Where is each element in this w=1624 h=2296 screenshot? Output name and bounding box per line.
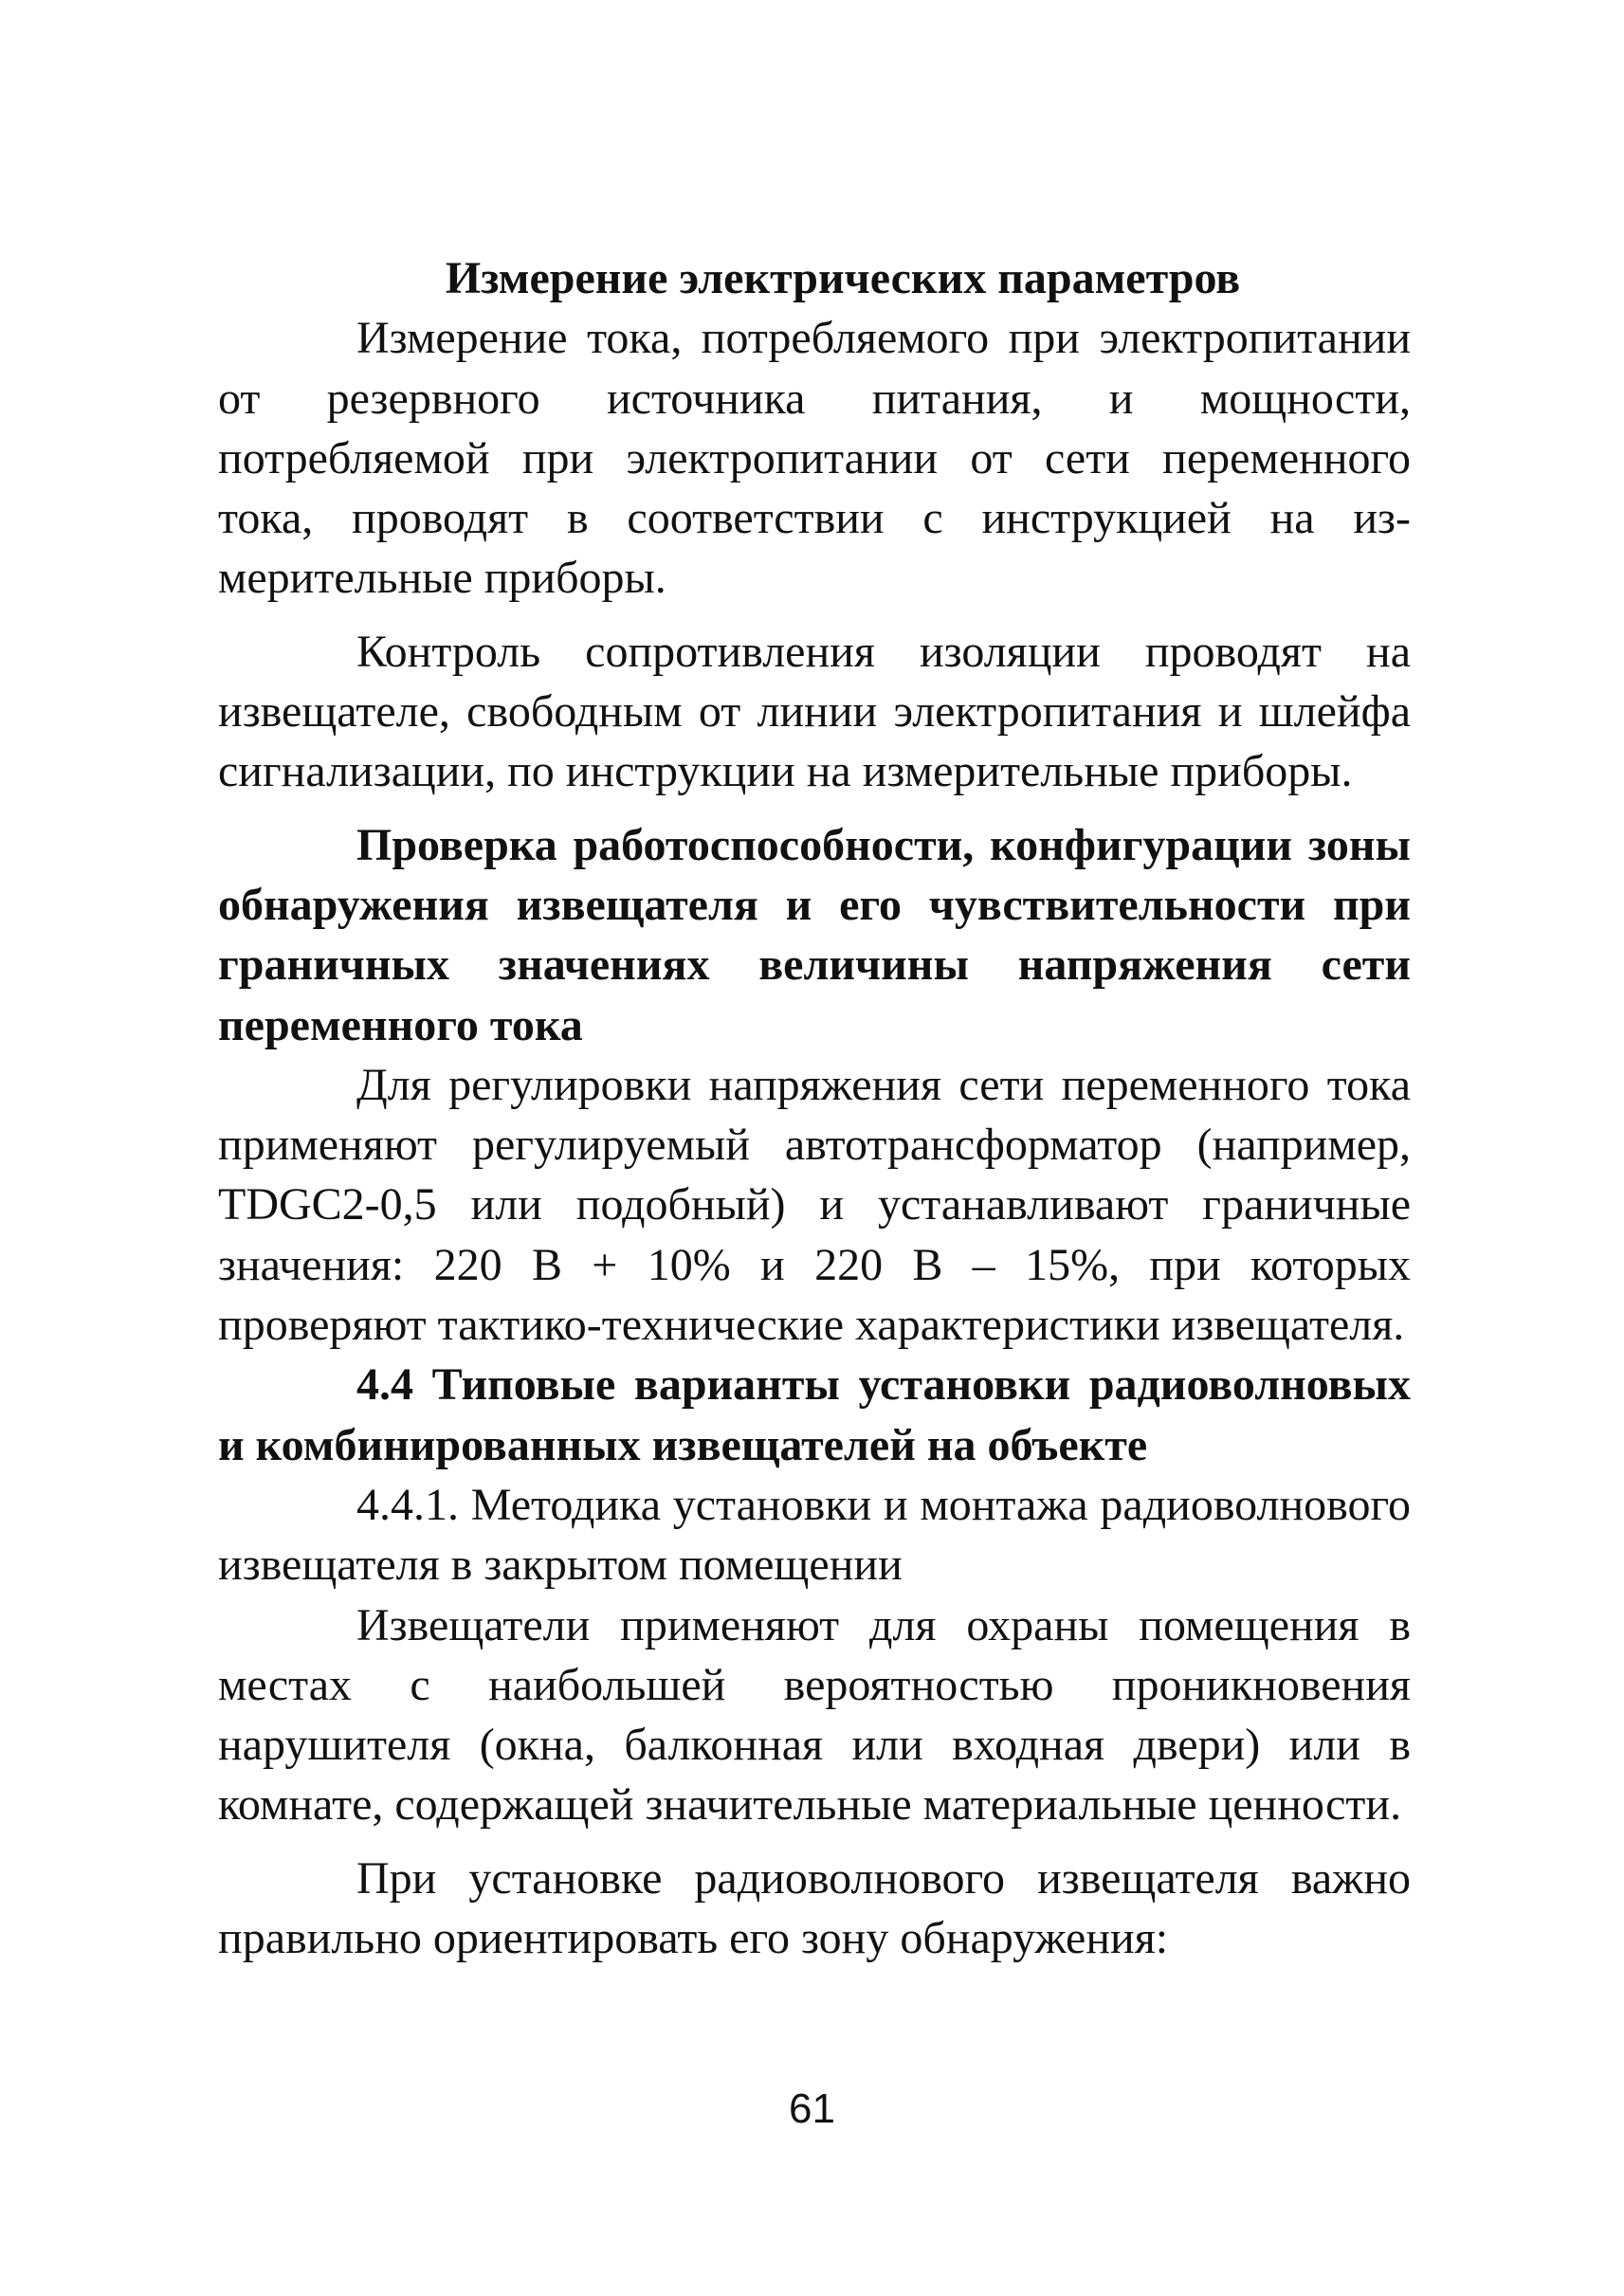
subsection-4-4-1-heading: 4.4.1. Методика установки и монтажа радиоволнового извещателя в закрытом помещении xyxy=(218,1479,1411,1591)
paragraph-detector-placement: Извещатели применяют для охраны помещения в местах с наибольшей вероятностью проникновения нарушителя (окна, балконная или входная двери) или в комнате, содержащей значительные материальные ценности. xyxy=(218,1599,1411,1831)
paragraph-zone-orientation: При установке радиоволнового извещателя важно правильно ориентировать его зону обнаружения: xyxy=(218,1852,1411,1964)
section-4-4-heading: 4.4 Типовые варианты установки радиоволновых и комбинированных извещателей на объекте xyxy=(218,1359,1411,1470)
paragraph-voltage-regulation: Для регулировки напряжения сети переменного тока применяют регулируемый автотрансформатор (например, TDGC2-0,5 или подобный) и устанавливают граничные значения: 220 В + 10% и 220 В – 15%, при которых проверяют тактико-технические характеристики извещателя. xyxy=(218,1059,1411,1351)
subheading-operability-check: Проверка работоспособности, конфигурации зоны обнаружения извещателя и его чувствительности при граничных значениях величины напряжения сети переменного тока xyxy=(218,819,1411,1050)
paragraph-current-measurement: Измерение тока, потребляемого при электропитании от резервного источника питания, и мощности, потребляемой при электропитании от сети переменного тока, проводят в соответствии с инструкцией на измерительные приборы. xyxy=(218,313,1411,604)
section-heading: Измерение электрических параметров xyxy=(445,253,1241,303)
paragraph-insulation-control: Контроль сопротивления изоляции проводят на извещателе, свободным от линии электропитания и шлейфа сигнализации, по инструкции на измерительные приборы. xyxy=(218,626,1411,797)
page-body xyxy=(218,248,1411,1968)
page-number: 61 xyxy=(789,2086,835,2132)
